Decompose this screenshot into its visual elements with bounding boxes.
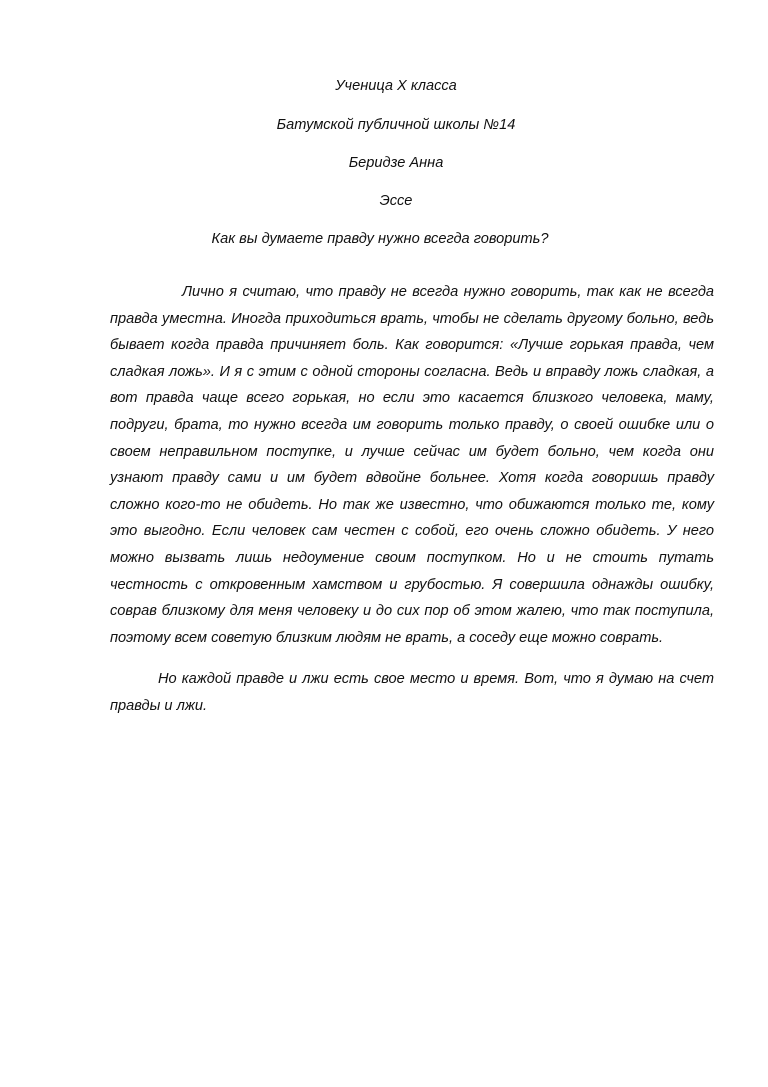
essay-question: Как вы думаете правду нужно всегда говорить?: [211, 231, 549, 247]
author-name: Беридзе Анна: [348, 155, 444, 171]
essay-paragraph-2: Но каждой правде и лжи есть свое место и время. Вот, что я думаю на счет правды и лжи.: [110, 671, 714, 714]
essay-paragraph-1: Лично я считаю, что правду не всегда нужно говорить, так как не всегда правда уместна. Иногда приходиться врать, чтобы не сделать другому больно, ведь бывает когда правда причиняет боль. Как говорится: «Лучше горькая правда, чем сладкая ложь». И я с этим с одной стороны согласна. Ведь и вправду ложь сладкая, а вот правда чаще всего горькая, но если это касается близкого человека, маму, подруги, брата, то нужно всегда им говорить только правду, о своей ошибке или о своем неправильном поступке, и лучше сейчас им будет больно, чем когда они узнают правду сами и им будет вдвойне больнее. Хотя когда говоришь правду сложно кого-то не обидеть. Но так же известно, что обижаются только те, кому это выгодно. Если человек сам честен с собой, его очень сложно обидеть. У него можно вызвать лишь недоумение своим поступком. Но и не стоить путать честность с откровенным хамством и грубостью. Я совершила однажды ошибку, соврав близкому для меня человеку и до сих пор об этом жалею, что так поступила, поэтому всем советую близким людям не врать, а соседу еще можно соврать.: [110, 284, 714, 646]
essay-body: [110, 279, 714, 720]
document-type: Эссе: [379, 193, 413, 209]
author-school: Батумской публичной школы №14: [276, 117, 516, 133]
author-grade: Ученица X класса: [335, 78, 457, 94]
